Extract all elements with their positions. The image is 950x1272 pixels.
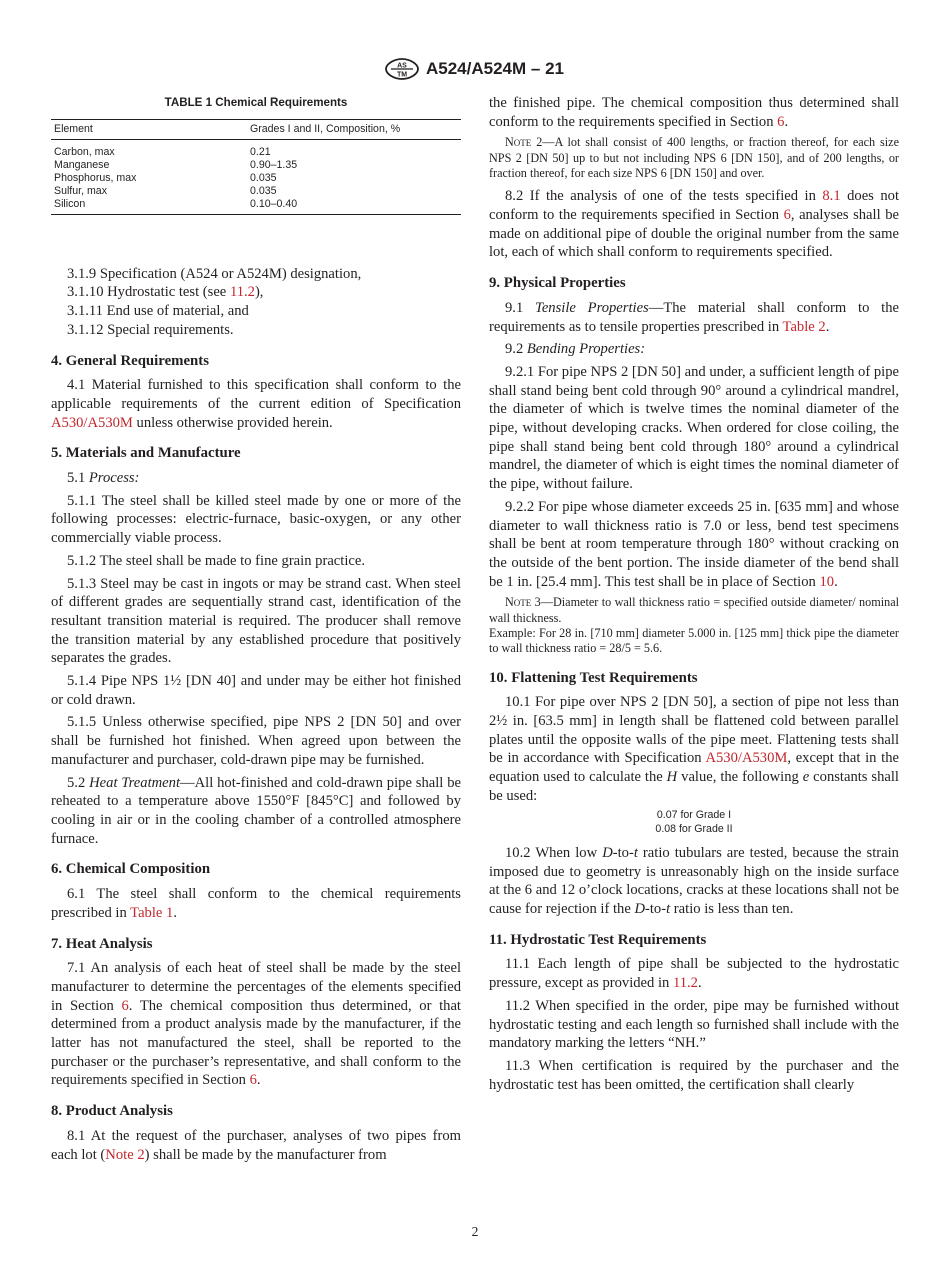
paragraph: 7.1 An analysis of each heat of steel shall be made by the steel manufacturer to determine the percentages of the elements specified in Section 6. The chemical composition thus determined, or that determined from a product analysis made by the manufacturer, if the latter has not manufactured the steel, shall be reported to the purchaser or the purchaser’s representative, and shall conform to the requirements specified in Section 6. [51, 960, 461, 1089]
section-heading: 4. General Requirements [51, 352, 209, 369]
note: Note 3—Diameter to wall thickness ratio = specified outside diameter/ nominal wall thickness. [489, 595, 899, 625]
paragraph: 5.1.4 Pipe NPS 1½ [DN 40] and under may be either hot finished or cold drawn. [51, 673, 461, 708]
table-header-row [51, 119, 461, 139]
composition-cell: 0.035 [250, 171, 277, 184]
paragraph: 11.1 Each length of pipe shall be subjected to the hydrostatic pressure, except as provided in 11.2. [489, 956, 899, 992]
document-designation: A524/A524M – 21 [426, 59, 564, 78]
section-link[interactable]: 6 [783, 207, 791, 223]
composition-cell: 0.21 [250, 145, 271, 158]
paragraph: 10.1 For pipe over NPS 2 [DN 50], a section of pipe not less than 2½ in. [63.5 mm] in length shall be flattened cold between parallel plates until the opposite walls of the pipe meet. Flattening tests shall be in accordance with Specification A530/A530M, except that in the equation used to calculate the H value, the following e constants shall be used: [489, 694, 899, 804]
composition-cell: 0.10–0.40 [247, 198, 461, 215]
note: Note 2—A lot shall consist of 400 lengths, or fraction thereof, for each size NPS 2 [DN 50] up to but not including NPS 6 [DN 150], and of 200 lengths, or fraction thereof, for each size NPS 6 [DN 150] and over. [489, 135, 899, 180]
element-cell: Sulfur, max [54, 184, 107, 197]
list-item: 3.1.12 Special requirements. [67, 321, 234, 338]
section-link[interactable]: 6 [121, 997, 129, 1014]
note-link[interactable]: Note 2 [105, 1146, 145, 1163]
table-row [51, 185, 461, 198]
paragraph: 6.1 The steel shall conform to the chemical requirements prescribed in Table 1. [51, 886, 461, 921]
paragraph: 5.2 Heat Treatment—All hot-finished and cold-drawn pipe shall be reheated to a temperature above 1550°F [845°C] and followed by cooling in air or in the cooling chamber of a controlled atmosphere furnace. [51, 774, 461, 847]
paragraph: 8.2 If the analysis of one of the tests specified in 8.1 does not conform to the requirements specified in Section 6, analyses shall be made on additional pipe of double the original number from the same lot, each of which shall conform to requirements specified. [489, 188, 900, 261]
svg-text:AS: AS [397, 62, 407, 70]
paragraph: 5.1 Process: [67, 470, 140, 487]
right-column [489, 94, 899, 1098]
column-header: Element [51, 119, 247, 139]
element-cell: Manganese [54, 158, 110, 171]
paragraph: 5.1.3 Steel may be cast in ingots or may be strand cast. When steel of different grades are sequentially strand cast, identification of the resultant transition material is required. The producer shall remove the transition material by any established procedure that positively separates the grades. [51, 575, 461, 667]
paragraph: 9.2.1 For pipe NPS 2 [DN 50] and under, a sufficient length of pipe shall stand being bent cold through 90° around a cylindrical mandrel, the diameter of which is twelve times the nominal diameter of the pipe, without developing cracks. When ordered for close coiling, the pipe shall stand being bent cold through 180° around a cylindrical mandrel, the diameter of which is eight times the nominal diameter of the pipe, without failure. [489, 363, 899, 493]
paragraph: 9.2.2 For pipe whose diameter exceeds 25 in. [635 mm] and whose diameter to wall thickness ratio is 7.0 or less, bend test specimens shall be bent at room temperature through 180° without cracking on the outside of the bent portion. The inside diameter of the bend shall be 1 in. [25.4 mm]. This test shall be in place of Section 10. [489, 498, 899, 590]
constant-line: 0.07 for Grade I [656, 809, 732, 822]
svg-text:TM: TM [396, 71, 408, 79]
paragraph: 5.1.1 The steel shall be killed steel made by one or more of the following processes: electric-furnace, basic-oxygen, or any other commercially viable process. [51, 492, 461, 547]
paragraph: 8.1 At the request of the purchaser, analyses of two pipes from each lot (Note 2) shall be made by the manufacturer from [51, 1127, 461, 1163]
chemical-requirements-table [51, 119, 461, 215]
paragraph: the finished pipe. The chemical composition thus determined shall conform to the requirements specified in Section 6. [489, 95, 899, 130]
left-column [51, 94, 461, 1168]
paragraph: 4.1 Material furnished to this specification shall conform to the applicable requirements of the current edition of Specification A530/A530M unless otherwise provided herein. [51, 377, 461, 431]
paragraph: 11.3 When certification is required by the purchaser and the hydrostatic test has been omitted, the certification shall clearly [489, 1057, 899, 1093]
table-row [51, 139, 461, 159]
list-item: 3.1.9 Specification (A524 or A524M) designation, [67, 265, 362, 282]
list-item: 3.1.11 End use of material, and [67, 303, 249, 320]
section-heading: 10. Flattening Test Requirements [489, 669, 698, 686]
paragraph: 5.1.5 Unless otherwise specified, pipe NPS 2 [DN 50] and over shall be furnished hot finished. When agreed upon between the manufacturer and purchaser, cold-drawn pipe may be furnished. [51, 714, 461, 768]
section-link[interactable]: 6 [249, 1072, 257, 1089]
table-row [51, 198, 461, 215]
section-heading: 8. Product Analysis [51, 1103, 173, 1120]
page-header [0, 58, 950, 82]
element-cell: Silicon [51, 198, 247, 215]
constant-line: 0.08 for Grade II [655, 822, 733, 835]
section-link[interactable]: 10 [819, 573, 835, 590]
table1-caption: TABLE 1 Chemical Requirements [164, 96, 348, 109]
constants-block [489, 809, 899, 835]
table-row [51, 172, 461, 185]
page-number: 2 [471, 1224, 479, 1239]
paragraph: 5.1.2 The steel shall be made to fine grain practice. [67, 552, 365, 569]
paragraph: 11.2 When specified in the order, pipe may be furnished without hydrostatic testing and each length so furnished shall include with the mandatory marking the letters “NH.” [489, 997, 899, 1052]
section-heading: 7. Heat Analysis [51, 935, 153, 952]
section-heading: 11. Hydrostatic Test Requirements [489, 931, 707, 948]
astm-logo-icon [384, 58, 420, 80]
element-cell: Carbon, max [54, 145, 115, 158]
paragraph: 9.2 Bending Properties: [505, 341, 646, 358]
section-heading: 5. Materials and Manufacture [51, 445, 241, 462]
table-link[interactable]: Table 2 [782, 318, 826, 335]
table-row [51, 159, 461, 172]
section-link[interactable]: 11.2 [229, 284, 255, 301]
table-link[interactable]: Table 1 [130, 904, 174, 921]
paragraph: 10.2 When low D-to-t ratio tubulars are tested, because the strain imposed due to geometry is unreasonably high on the inside surface at the 6 and 12 o’clock locations, cracks at these locations shall not be cause for rejection if the D-to-t ratio is less than ten. [489, 844, 899, 917]
example-note: Example: For 28 in. [710 mm] diameter 5.000 in. [125 mm] thick pipe the diameter to wall thickness ratio = 28/5 = 5.6. [489, 625, 899, 656]
spec-link[interactable]: A530/A530M [705, 750, 788, 767]
section-link[interactable]: 11.2 [672, 975, 698, 992]
composition-cell: 0.035 [250, 184, 277, 197]
section-link[interactable]: 6 [777, 113, 785, 130]
ordering-info-list [67, 265, 461, 340]
column-header: Grades I and II, Composition, % [247, 119, 461, 139]
paragraph: 9.1 Tensile Properties—The material shall conform to the requirements as to tensile properties prescribed in Table 2. [489, 299, 899, 335]
spec-link[interactable]: A530/A530M [51, 414, 133, 431]
section-heading: 6. Chemical Composition [51, 861, 211, 878]
section-heading: 9. Physical Properties [489, 275, 626, 292]
element-cell: Phosphorus, max [54, 171, 137, 184]
composition-cell: 0.90–1.35 [250, 158, 298, 171]
list-item: 3.1.10 Hydrostatic test (see 11.2), [67, 284, 264, 301]
section-link[interactable]: 8.1 [822, 188, 841, 205]
